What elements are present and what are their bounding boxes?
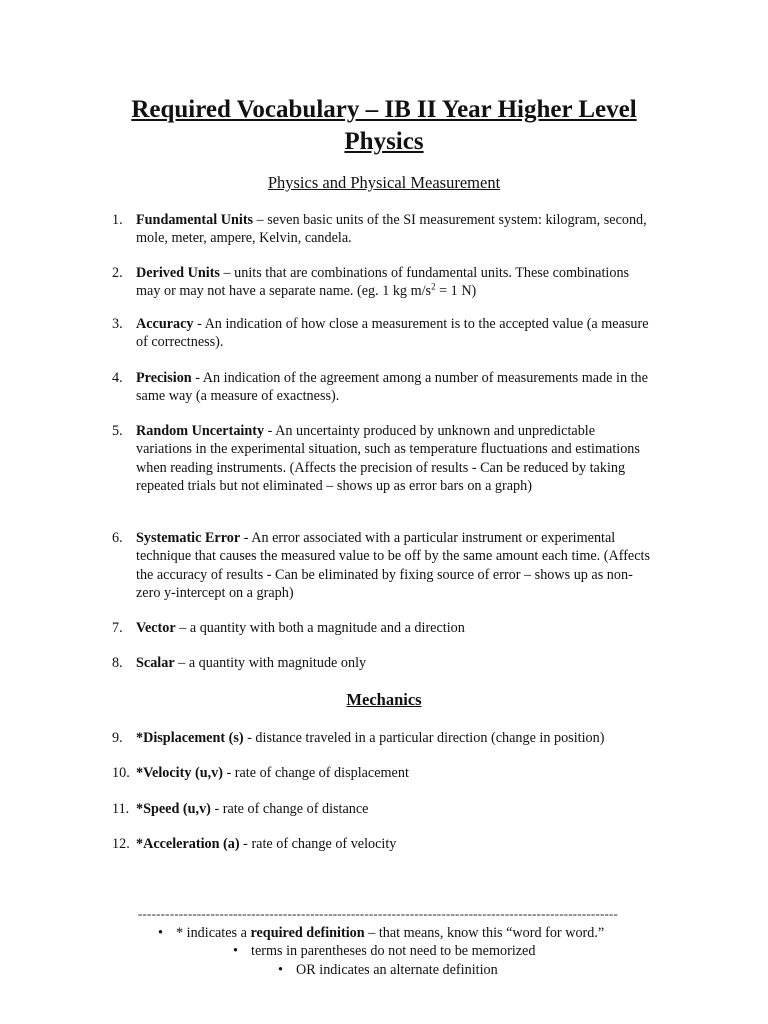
item-term: Accuracy [136, 316, 194, 332]
vocab-item: 12. *Acceleration (a) - rate of change of velocity [112, 836, 397, 852]
item-definition: rate of change of velocity [251, 836, 397, 852]
footnote-divider: ---------------------------------------------------------------------------------------------------------- [138, 906, 618, 921]
item-term: *Speed (u,v) [136, 801, 211, 817]
item-number: 7. [112, 620, 123, 636]
item-term: *Velocity (u,v) [136, 765, 223, 781]
vocab-item: 4. Precision - An indication of the agreement among a number of measurements made in the same way (a measure of exactness). [112, 370, 648, 405]
item-definition: rate of change of displacement [234, 765, 409, 781]
vocab-item: 8. Scalar – a quantity with magnitude only [112, 655, 367, 671]
item-term: Precision [136, 370, 192, 386]
item-number: 8. [112, 655, 123, 671]
vocab-item: 11. *Speed (u,v) - rate of change of distance [112, 801, 369, 817]
vocab-item: 5. Random Uncertainty - An uncertainty produced by unknown and unpredictable variations in the experimental situation, such as temperature fluctuations and estimations when reading instruments. (Affects the precision of results - Can be reduced by taking repeated trials but not eliminated – shows up as error bars on a graph) [112, 423, 640, 494]
superscript: 2 [431, 281, 436, 292]
section-heading-measurement: Physics and Physical Measurement [267, 173, 501, 192]
vocab-item: 1. Fundamental Units – seven basic units of the SI measurement system: kilogram, second, mole, meter, ampere, Kelvin, candela. [112, 212, 647, 247]
vocab-item: 2. Derived Units – units that are combinations of fundamental units. These combinations may or may not have a separate name. (eg. 1 kg $m/s^2 = 1$ N) [112, 265, 630, 300]
item-number: 11. [112, 801, 130, 817]
item-definition: a quantity with both a magnitude and a direction [189, 620, 465, 636]
bullet-icon: • [278, 962, 283, 978]
footnote-item: • OR indicates an alternate definition [278, 962, 498, 978]
item-definition: units that are combinations of fundamental units. These combinations may or may not have a separate name. (eg. 1 kg m/s [136, 265, 630, 300]
title-line-2: Physics [344, 128, 424, 155]
item-term: Random Uncertainty [136, 423, 265, 439]
item-number: 6. [112, 530, 123, 546]
item-term: Vector [136, 620, 176, 636]
vocab-item: 6. Systematic Error - An error associated with a particular instrument or experimental technique that causes the measured value to be off by the same amount each time. (Affects the accuracy of results - Can be eliminated by fixing source of error – shows up as non-zero y-intercept on a graph) [112, 530, 650, 601]
section-heading-mechanics: Mechanics [346, 690, 422, 709]
item-definition: rate of change of distance [222, 801, 369, 817]
vocab-item: 9. *Displacement (s) - distance traveled in a particular direction (change in position) [112, 730, 605, 746]
document-title [0, 95, 768, 157]
bullet-icon: • [233, 943, 238, 959]
footnote-item: • terms in parentheses do not need to be memorized [233, 943, 536, 959]
title-line-1: Required Vocabulary – IB II Year Higher Level [131, 96, 637, 123]
item-number: 12. [112, 836, 130, 852]
item-number: 1. [112, 212, 123, 228]
item-definition: An indication of how close a measurement is to the accepted value (a measure of correctness). [136, 316, 649, 351]
item-number: 3. [112, 316, 123, 332]
item-definition: seven basic units of the SI measurement system: kilogram, second, mole, meter, ampere, Kelvin, candela. [136, 212, 647, 247]
footnote-item: • * indicates a required definition – that means, know this “word for word.” [158, 925, 605, 941]
item-definition: An error associated with a particular instrument or experimental technique that causes the measured value to be off by the same amount each time. (Affects the accuracy of results - Can be eliminated by fixing source of error – shows up as non-zero y-intercept on a graph) [136, 530, 650, 601]
item-number: 5. [112, 423, 123, 439]
item-term: *Displacement (s) [136, 730, 244, 746]
item-term: *Acceleration (a) [136, 836, 240, 852]
bullet-icon: • [158, 925, 163, 941]
item-number: 2. [112, 265, 123, 281]
item-term: Fundamental Units [136, 212, 254, 228]
item-definition: a quantity with magnitude only [188, 655, 367, 671]
vocab-item: 3. Accuracy - An indication of how close a measurement is to the accepted value (a measure of correctness). [112, 316, 649, 351]
item-definition: An indication of the agreement among a number of measurements made in the same way (a measure of exactness). [136, 370, 648, 405]
item-term: Systematic Error [136, 530, 241, 546]
footnote-emphasis: required definition [250, 925, 365, 941]
item-term: Derived Units [136, 265, 220, 281]
item-definition: An uncertainty produced by unknown and unpredictable variations in the experimental situation, such as temperature fluctuations and estimations when reading instruments. (Affects the precision of results - Can be reduced by taking repeated trials but not eliminated – shows up as error bars on a graph) [136, 423, 640, 494]
item-number: 10. [112, 765, 130, 781]
item-term: Scalar [136, 655, 175, 671]
item-number: 9. [112, 730, 123, 746]
item-definition: distance traveled in a particular direction (change in position) [255, 730, 605, 746]
vocab-item: 10. *Velocity (u,v) - rate of change of displacement [112, 765, 409, 781]
item-number: 4. [112, 370, 123, 386]
vocab-item: 7. Vector – a quantity with both a magnitude and a direction [112, 620, 465, 636]
